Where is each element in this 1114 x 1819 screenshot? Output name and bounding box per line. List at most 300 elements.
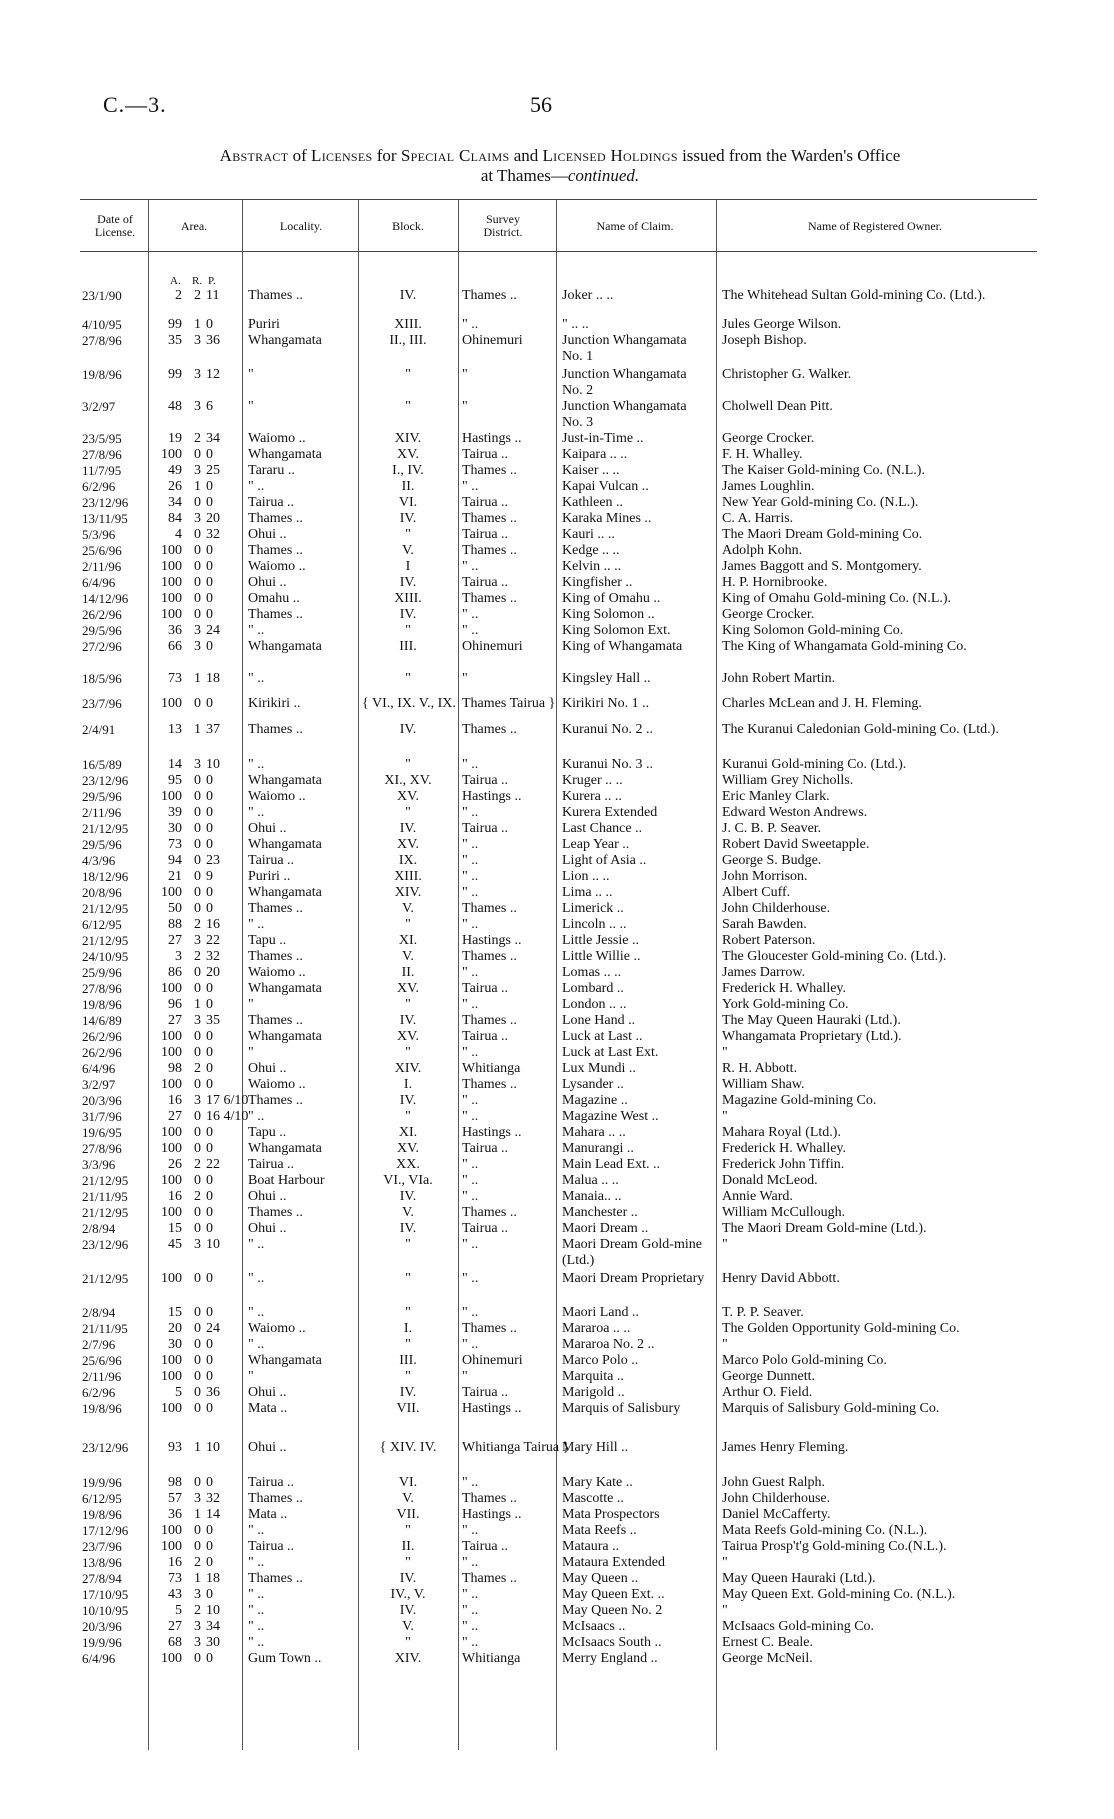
row-acres: 100 [161,447,182,462]
row-date: 23/7/96 [82,1539,122,1554]
row-roods: 0 [194,696,201,711]
row-locality: " [248,399,254,414]
row-perches: 9 [206,869,213,884]
row-roods: 0 [194,853,201,868]
row-locality: Whangamata [248,639,322,654]
row-registered-owner: Christopher G. Walker. [722,367,852,382]
row-date: 21/11/95 [82,1189,128,1204]
row-registered-owner: John Childerhouse. [722,1491,831,1506]
row-block: V. [402,1205,414,1220]
row-roods: 3 [194,1093,201,1108]
row-roods: 2 [194,949,201,964]
row-locality: Waiomo .. [248,559,306,574]
row-date: 23/12/96 [82,495,129,510]
row-roods: 3 [194,1237,201,1252]
row-perches: 32 [206,1491,220,1506]
row-date: 16/5/89 [82,757,122,772]
row-survey-district: Thames .. [462,1077,517,1092]
row-survey-district: Ohinemuri [462,639,523,654]
row-claim-name: Mary Kate .. [562,1475,633,1490]
row-locality: Whangamata [248,773,322,788]
row-survey-district: " .. [462,1157,479,1172]
column-header-block: Block. [392,219,424,233]
row-acres: 73 [168,837,182,852]
row-perches: 0 [206,1221,213,1236]
row-perches: 16 4/10 [206,1109,249,1124]
row-block: II. [401,479,415,494]
row-registered-owner: George McNeil. [722,1651,813,1666]
row-perches: 0 [206,559,213,574]
row-roods: 0 [194,1305,201,1320]
row-block: IV. [399,821,417,836]
row-acres: 3 [175,949,182,964]
row-block: IV. [399,722,417,737]
row-locality: " .. [248,917,265,932]
title-word: Licenses [311,146,373,165]
row-claim-name: Kaiser .. .. [562,463,620,478]
row-claim-name: Maori Dream .. [562,1221,649,1236]
row-perches: 22 [206,1157,220,1172]
row-survey-district: " .. [462,1475,479,1490]
row-locality: " .. [248,1587,265,1602]
row-locality: Ohui .. [248,1189,287,1204]
row-locality: Whangamata [248,1353,322,1368]
row-locality: Waiomo .. [248,965,306,980]
row-roods: 0 [194,575,201,590]
row-locality: Ohui .. [248,1385,287,1400]
row-roods: 0 [194,1651,201,1666]
row-roods: 0 [194,1523,201,1538]
row-block: " [405,997,411,1012]
row-block: III. [399,639,417,654]
row-acres: 100 [161,1205,182,1220]
row-survey-district: " .. [462,1271,479,1286]
row-date: 26/2/96 [82,1045,122,1060]
column-header-date: Date of License. [94,212,136,239]
row-block: II. [401,965,415,980]
row-block: IV. [399,1385,417,1400]
row-acres: 26 [168,479,182,494]
row-locality: Waiomo .. [248,789,306,804]
row-locality: Waiomo .. [248,1077,306,1092]
row-acres: 48 [168,399,182,414]
row-claim-name: Kuranui No. 3 .. [562,757,653,772]
row-date: 19/9/96 [82,1475,122,1490]
row-registered-owner: James Darrow. [722,965,806,980]
row-block: I., IV. [392,463,424,478]
row-registered-owner: Albert Cuff. [722,885,791,900]
title-text: of [288,146,312,165]
row-date: 6/12/95 [82,1491,122,1506]
row-survey-district: " [462,367,468,382]
row-block: XIII. [394,869,422,884]
row-roods: 3 [194,757,201,772]
row-claim-name: Kruger .. .. [562,773,623,788]
row-claim-name: Luck at Last Ext. [562,1045,659,1060]
row-survey-district: " .. [462,607,479,622]
row-registered-owner: F. H. Whalley. [722,447,803,462]
row-survey-district: Ohinemuri [462,1353,523,1368]
row-claim-name: Lima .. .. [562,885,613,900]
title-word: Abstract [219,146,289,165]
row-acres: 14 [168,757,182,772]
row-registered-owner: " [722,1555,728,1570]
row-acres: 36 [168,1507,182,1522]
row-survey-district: Thames .. [462,463,517,478]
row-roods: 3 [194,367,201,382]
row-locality: Ohui .. [248,1440,287,1455]
row-block: III. [399,1353,417,1368]
row-claim-name: King of Omahu .. [562,591,661,606]
row-date: 21/12/95 [82,933,129,948]
row-acres: 15 [168,1221,182,1236]
row-roods: 0 [194,1369,201,1384]
row-registered-owner: Kuranui Gold-mining Co. (Ltd.). [722,757,907,772]
row-roods: 0 [194,773,201,788]
row-acres: 16 [168,1189,182,1204]
row-registered-owner: William Grey Nicholls. [722,773,854,788]
row-registered-owner: C. A. Harris. [722,511,794,526]
column-header-area: Area. [180,219,208,233]
row-perches: 22 [206,933,220,948]
row-date: 27/8/96 [82,1141,122,1156]
row-perches: 0 [206,591,213,606]
row-perches: 18 [206,671,220,686]
row-block: IV. [399,1221,417,1236]
row-acres: 100 [161,1045,182,1060]
row-registered-owner: " [722,1237,728,1252]
row-date: 21/12/95 [82,1271,129,1286]
row-claim-name: Marquita .. [562,1369,624,1384]
row-claim-name: Merry England .. [562,1651,658,1666]
row-locality: " .. [248,623,265,638]
row-perches: 0 [206,1555,213,1570]
row-perches: 0 [206,317,213,332]
row-acres: 30 [168,821,182,836]
row-claim-name: Just-in-Time .. [562,431,644,446]
row-registered-owner: The King of Whangamata Gold-mining Co. [722,639,967,654]
row-block: IV. [399,1189,417,1204]
row-registered-owner: McIsaacs Gold-mining Co. [722,1619,875,1634]
row-registered-owner: Frederick H. Whalley. [722,981,847,996]
row-survey-district: " .. [462,623,479,638]
row-acres: 15 [168,1305,182,1320]
row-claim-name: London .. .. [562,997,627,1012]
row-perches: 10 [206,757,220,772]
unit-perches: P. [208,275,216,287]
row-date: 23/7/96 [82,696,122,711]
row-claim-name: Kingsley Hall .. [562,671,651,686]
row-perches: 0 [206,1401,213,1416]
row-locality: Puriri [248,317,280,332]
row-perches: 0 [206,821,213,836]
row-acres: 20 [168,1321,182,1336]
row-registered-owner: Sarah Bawden. [722,917,807,932]
row-date: 25/9/96 [82,965,122,980]
row-perches: 35 [206,1013,220,1028]
row-registered-owner: May Queen Ext. Gold-mining Co. (N.L.). [722,1587,956,1602]
row-date: 14/12/96 [82,591,129,606]
row-block: IX. [398,853,418,868]
row-roods: 0 [194,981,201,996]
row-roods: 0 [194,1401,201,1416]
row-perches: 0 [206,789,213,804]
row-date: 2/11/96 [82,1369,122,1384]
row-survey-district: Tairua .. [462,821,509,836]
row-registered-owner: William McCullough. [722,1205,846,1220]
row-roods: 0 [194,1029,201,1044]
row-acres: 100 [161,1369,182,1384]
row-perches: 0 [206,1475,213,1490]
row-roods: 2 [194,1555,201,1570]
row-roods: 0 [194,1077,201,1092]
row-survey-district: Tairua .. [462,447,509,462]
row-roods: 0 [194,1321,201,1336]
title-text: for [372,146,401,165]
row-block: VII. [396,1401,420,1416]
row-acres: 5 [175,1385,182,1400]
row-survey-district: Tairua .. [462,495,509,510]
row-perches: 34 [206,431,220,446]
row-locality: Thames .. [248,1491,303,1506]
row-perches: 0 [206,479,213,494]
row-date: 27/2/96 [82,639,122,654]
row-date: 19/8/96 [82,1507,122,1522]
row-date: 19/8/96 [82,1401,122,1416]
row-registered-owner: The Whitehead Sultan Gold-mining Co. (Ltd.). [722,288,986,303]
row-claim-name: Lion .. .. [562,869,610,884]
row-roods: 3 [194,511,201,526]
row-date: 5/3/96 [82,527,116,542]
row-registered-owner: Mahara Royal (Ltd.). [722,1125,841,1140]
row-date: 20/3/96 [82,1093,122,1108]
row-locality: Omahu .. [248,591,300,606]
row-locality: Puriri .. [248,869,291,884]
row-block: " [405,1337,411,1352]
row-acres: 100 [161,1271,182,1286]
row-survey-district: " .. [462,1523,479,1538]
row-date: 11/7/95 [82,463,122,478]
row-registered-owner: Frederick John Tiffin. [722,1157,845,1172]
row-acres: 84 [168,511,182,526]
title-line2: at Thames— [480,166,568,185]
row-date: 6/4/96 [82,1651,116,1666]
row-registered-owner: " [722,1109,728,1124]
row-roods: 0 [194,965,201,980]
row-perches: 10 [206,1603,220,1618]
row-perches: 0 [206,981,213,996]
row-perches: 0 [206,543,213,558]
row-claim-name: Main Lead Ext. .. [562,1157,660,1172]
row-locality: Tararu .. [248,463,295,478]
row-registered-owner: T. P. P. Seaver. [722,1305,804,1320]
row-claim-name: King of Whangamata [562,639,683,654]
row-roods: 3 [194,333,201,348]
row-registered-owner: James Henry Fleming. [722,1440,849,1455]
row-acres: 16 [168,1555,182,1570]
row-locality: " [248,997,254,1012]
row-claim-name: Luck at Last .. [562,1029,643,1044]
row-block: " [405,1237,411,1252]
row-registered-owner: " [722,1045,728,1060]
row-registered-owner: Charles McLean and J. H. Fleming. [722,696,922,711]
row-survey-district: Tairua .. [462,981,509,996]
row-acres: 13 [168,722,182,737]
row-acres: 27 [168,933,182,948]
row-locality: Ohui .. [248,575,287,590]
row-block: II. [401,1539,415,1554]
row-date: 6/2/96 [82,1385,116,1400]
row-perches: 0 [206,1141,213,1156]
row-perches: 36 [206,1385,220,1400]
row-locality: Thames .. [248,1571,303,1586]
row-acres: 73 [168,671,182,686]
row-claim-name: Magazine .. [562,1093,628,1108]
row-acres: 100 [161,1651,182,1666]
row-block: { VI., IX. V., IX. [362,696,456,711]
row-roods: 0 [194,1475,201,1490]
row-perches: 0 [206,447,213,462]
row-roods: 0 [194,607,201,622]
row-survey-district: Tairua .. [462,1141,509,1156]
row-survey-district: " .. [462,1337,479,1352]
row-roods: 3 [194,1013,201,1028]
row-claim-name: " .. .. [562,317,589,332]
row-perches: 25 [206,463,220,478]
row-locality: Mata .. [248,1507,288,1522]
row-block: I [405,559,411,574]
row-block: XIII. [394,317,422,332]
row-registered-owner: " [722,1337,728,1352]
row-acres: 21 [168,869,182,884]
row-roods: 3 [194,933,201,948]
row-acres: 100 [161,1523,182,1538]
row-perches: 23 [206,853,220,868]
row-claim-name: Kelvin .. .. [562,559,622,574]
row-registered-owner: George Crocker. [722,607,815,622]
row-survey-district: Whitianga [462,1061,521,1076]
row-locality: Tapu .. [248,933,287,948]
row-claim-name: Marigold .. [562,1385,625,1400]
row-locality: " .. [248,1109,265,1124]
row-claim-name: Kuranui No. 2 .. [562,722,653,737]
row-registered-owner: Tairua Prosp't'g Gold-mining Co.(N.L.). [722,1539,947,1554]
row-registered-owner: Robert Paterson. [722,933,816,948]
row-claim-name: Kathleen .. [562,495,624,510]
row-locality: Ohui .. [248,1221,287,1236]
row-acres: 99 [168,317,182,332]
row-perches: 20 [206,511,220,526]
row-claim-name: Mararoa No. 2 .. [562,1337,655,1352]
row-registered-owner: " [722,1603,728,1618]
row-perches: 0 [206,885,213,900]
row-acres: 100 [161,1173,182,1188]
row-locality: Ohui .. [248,821,287,836]
row-date: 6/2/96 [82,479,116,494]
row-block: " [405,1635,411,1650]
row-roods: 0 [194,869,201,884]
row-date: 6/4/96 [82,1061,116,1076]
row-perches: 14 [206,1507,220,1522]
row-survey-district: " .. [462,917,479,932]
row-date: 2/11/96 [82,559,122,574]
row-roods: 2 [194,431,201,446]
row-acres: 100 [161,696,182,711]
row-perches: 24 [206,623,220,638]
row-date: 20/8/96 [82,885,122,900]
column-header-locality: Locality. [279,219,323,233]
row-registered-owner: John Robert Martin. [722,671,836,686]
row-acres: 27 [168,1013,182,1028]
row-registered-owner: Annie Ward. [722,1189,793,1204]
row-survey-district: " .. [462,1305,479,1320]
row-roods: 3 [194,1587,201,1602]
row-registered-owner: Arthur O. Field. [722,1385,813,1400]
row-survey-district: Tairua .. [462,1029,509,1044]
row-registered-owner: New Year Gold-mining Co. (N.L.). [722,495,919,510]
row-locality: Gum Town .. [248,1651,322,1666]
row-block: I. [403,1321,413,1336]
row-registered-owner: James Loughlin. [722,479,815,494]
page-number: 56 [530,92,552,117]
row-registered-owner: Marquis of Salisbury Gold-mining Co. [722,1401,940,1416]
row-survey-district: Tairua .. [462,1539,509,1554]
row-locality: Kirikiri .. [248,696,301,711]
row-locality: " .. [248,1555,265,1570]
row-registered-owner: Jules George Wilson. [722,317,842,332]
row-perches: 0 [206,607,213,622]
row-registered-owner: Whangamata Proprietary (Ltd.). [722,1029,902,1044]
row-date: 25/6/96 [82,1353,122,1368]
row-survey-district: " .. [462,885,479,900]
row-locality: " .. [248,479,265,494]
row-perches: 0 [206,1651,213,1666]
title-word: Special Claims [400,146,510,165]
row-acres: 96 [168,997,182,1012]
row-acres: 100 [161,1353,182,1368]
row-block: IV., V. [390,1587,426,1602]
row-survey-district: " .. [462,317,479,332]
row-roods: 0 [194,789,201,804]
row-date: 26/2/96 [82,1029,122,1044]
row-registered-owner: Magazine Gold-mining Co. [722,1093,877,1108]
row-roods: 0 [194,1353,201,1368]
row-perches: 0 [206,1587,213,1602]
row-survey-district: " .. [462,1555,479,1570]
row-acres: 68 [168,1635,182,1650]
row-roods: 0 [194,1271,201,1286]
row-survey-district: Hastings .. [462,1507,522,1522]
row-roods: 0 [194,495,201,510]
row-acres: 100 [161,543,182,558]
row-claim-name: Mataura Extended [562,1555,666,1570]
row-roods: 1 [194,1440,201,1455]
row-locality: Whangamata [248,447,322,462]
title-word: Licensed Holdings [542,146,678,165]
row-claim-name: Marquis of Salisbury [562,1401,681,1416]
row-block: " [405,527,411,542]
row-locality: " .. [248,1619,265,1634]
row-locality: Thames .. [248,901,303,916]
row-registered-owner: Donald McLeod. [722,1173,818,1188]
row-acres: 94 [168,853,182,868]
row-acres: 88 [168,917,182,932]
row-claim-name: Kurera .. .. [562,789,622,804]
row-roods: 0 [194,821,201,836]
row-claim-name: Lombard .. [562,981,624,996]
row-survey-district: " .. [462,1603,479,1618]
row-roods: 0 [194,837,201,852]
